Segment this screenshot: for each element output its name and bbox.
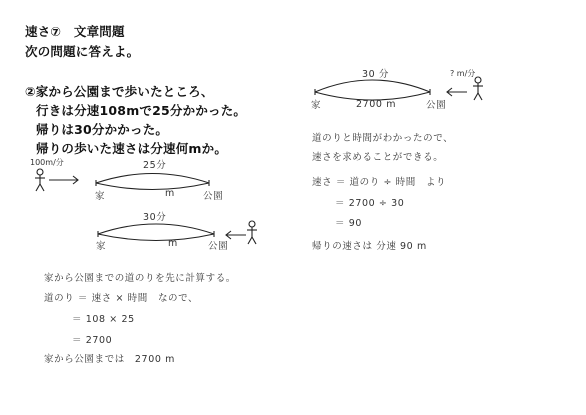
solution-right-line-2: 速さを求めることができる。: [312, 152, 444, 163]
return-home-label: 家: [96, 241, 107, 252]
solution-right-line-1: 道のりと時間がわかったので、: [312, 133, 454, 144]
solution-right-line-5: ＝ 90: [335, 218, 363, 229]
solution-right-line-4: ＝ 2700 ÷ 30: [335, 198, 405, 209]
return-time-label: 30分: [143, 212, 167, 223]
problem-line-4: 帰りの歩いた速さは分速何mか。: [36, 141, 228, 156]
going-unit-label: m: [165, 188, 175, 199]
problem-line-3: 帰りは30分かかった。: [36, 122, 169, 137]
problem-line-1: ②家から公園まで歩いたところ、: [25, 84, 214, 99]
instruction-text: 次の問題に答えよ。: [25, 44, 140, 59]
right-home-label: 家: [311, 100, 322, 111]
going-park-label: 公園: [203, 191, 224, 202]
solution-left-line-3: ＝ 108 × 25: [72, 314, 135, 325]
worksheet-title: 速さ⑦ 文章問題: [25, 24, 125, 39]
solution-left-line-1: 家から公園までの道のりを先に計算する。: [44, 273, 236, 284]
return-unit-label: m: [168, 238, 178, 249]
right-park-label: 公園: [426, 100, 447, 111]
solution-right-line-6: 帰りの速さは 分速 90 m: [312, 241, 427, 252]
right-time-label: 30 分: [362, 69, 390, 80]
solution-right-line-3: 速さ ＝ 道のり ÷ 時間 より: [312, 177, 447, 188]
going-home-label: 家: [95, 191, 106, 202]
going-time-label: 25分: [143, 160, 167, 171]
right-distance-label: 2700 m: [356, 99, 397, 110]
return-park-label: 公園: [208, 241, 229, 252]
going-speed-label: 100m/分: [30, 158, 64, 167]
solution-left-line-4: ＝ 2700: [72, 335, 113, 346]
right-speed-label: ? m/分: [450, 69, 476, 78]
solution-left-line-2: 道のり ＝ 速さ × 時間 なので、: [44, 293, 199, 304]
solution-left-line-5: 家から公園までは 2700 m: [44, 354, 175, 365]
problem-line-2: 行きは分速108mで25分かかった。: [36, 103, 247, 118]
